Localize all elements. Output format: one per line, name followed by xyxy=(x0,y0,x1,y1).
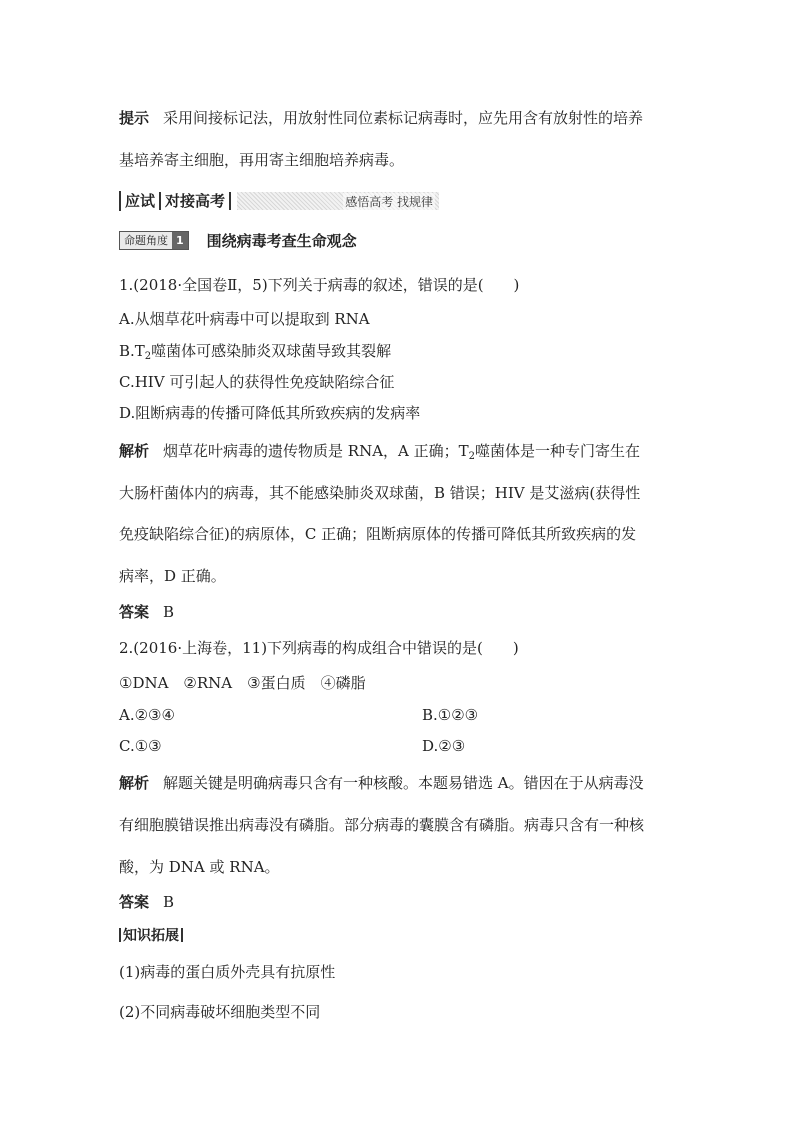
section-band xyxy=(237,192,439,210)
q1-option-c: C.HIV 可引起人的获得性免疫缺陷综合征 xyxy=(119,373,395,391)
q1-option-b xyxy=(119,341,391,367)
angle-number: 1 xyxy=(172,232,188,249)
hint-text-1: 采用间接标记法，用放射性同位素标记病毒时，应先用含有放射性的培养 xyxy=(163,109,644,127)
q2-answer-value: B xyxy=(163,893,175,911)
q1-analysis-line-1 xyxy=(119,441,640,467)
section-title-a: 应试 xyxy=(121,192,161,210)
section-title-b: 对接高考 xyxy=(161,192,231,210)
q2-option-a: A.②③④ xyxy=(119,706,175,724)
angle-title: 围绕病毒考查生命观念 xyxy=(206,232,357,250)
q1-option-d: D.阻断病毒的传播可降低其所致疾病的发病率 xyxy=(119,404,421,422)
q1-option-a: A.从烟草花叶病毒中可以提取到 RNA xyxy=(119,310,370,328)
q1-option-b-sub: 2 xyxy=(144,351,152,362)
q1-answer-label: 答案 xyxy=(119,603,150,621)
knowledge-item-1: (1)病毒的蛋白质外壳具有抗原性 xyxy=(119,963,336,981)
angle-tag xyxy=(119,231,189,250)
q2-analysis-line-3: 酸，为 DNA 或 RNA。 xyxy=(119,858,280,876)
q1-analysis-line-3: 免疫缺陷综合征)的病原体，C 正确；阻断病原体的传播可降低其所致疾病的发 xyxy=(119,525,637,543)
q1-answer-value: B xyxy=(163,603,175,621)
q1-analysis-l1-pre: 烟草花叶病毒的遗传物质是 RNA，A 正确；T xyxy=(163,442,469,460)
knowledge-title: 知识拓展 xyxy=(119,925,183,945)
q2-analysis-label: 解析 xyxy=(119,774,150,792)
section-subtitle: 感悟高考 找规律 xyxy=(345,195,434,209)
q2-option-d: D.②③ xyxy=(422,737,466,755)
knowledge-item-2: (2)不同病毒破坏细胞类型不同 xyxy=(119,1003,321,1021)
q1-analysis-l1-sub: 2 xyxy=(468,451,476,462)
q2-option-b: B.①②③ xyxy=(422,706,479,724)
q1-analysis-line-4: 病率，D 正确。 xyxy=(119,567,226,585)
q1-answer xyxy=(119,602,174,622)
hint-label: 提示 xyxy=(119,109,150,127)
hint-line-1 xyxy=(119,108,643,128)
q2-analysis-line-1 xyxy=(119,773,644,793)
q2-stem: 2.(2016·上海卷，11)下列病毒的构成组合中错误的是( ) xyxy=(119,639,519,657)
q1-option-b-pre: B.T xyxy=(119,342,145,360)
topic-angle xyxy=(119,230,357,251)
q1-analysis-label: 解析 xyxy=(119,442,150,460)
section-header xyxy=(119,190,439,212)
angle-tag-text: 命题角度 xyxy=(120,232,172,249)
hint-line-2: 基培养寄主细胞，再用寄主细胞培养病毒。 xyxy=(119,151,405,169)
q2-option-c: C.①③ xyxy=(119,737,162,755)
q2-answer xyxy=(119,892,174,912)
q2-answer-label: 答案 xyxy=(119,893,150,911)
section-title-box xyxy=(119,191,231,211)
q1-stem: 1.(2018·全国卷Ⅱ，5)下列关于病毒的叙述，错误的是( ) xyxy=(119,276,520,294)
q1-option-b-post: 噬菌体可感染肺炎双球菌导致其裂解 xyxy=(151,342,392,360)
q2-analysis-l1: 解题关键是明确病毒只含有一种核酸。本题易错选 A。错因在于从病毒没 xyxy=(163,774,644,792)
q1-analysis-l1-post: 噬菌体是一种专门寄生在 xyxy=(475,442,641,460)
q2-items: ①DNA ②RNA ③蛋白质 ④磷脂 xyxy=(119,674,366,692)
q2-analysis-line-2: 有细胞膜错误推出病毒没有磷脂。部分病毒的囊膜含有磷脂。病毒只含有一种核 xyxy=(119,816,645,834)
q1-analysis-line-2: 大肠杆菌体内的病毒，其不能感染肺炎双球菌，B 错误；HIV 是艾滋病(获得性 xyxy=(119,484,641,502)
